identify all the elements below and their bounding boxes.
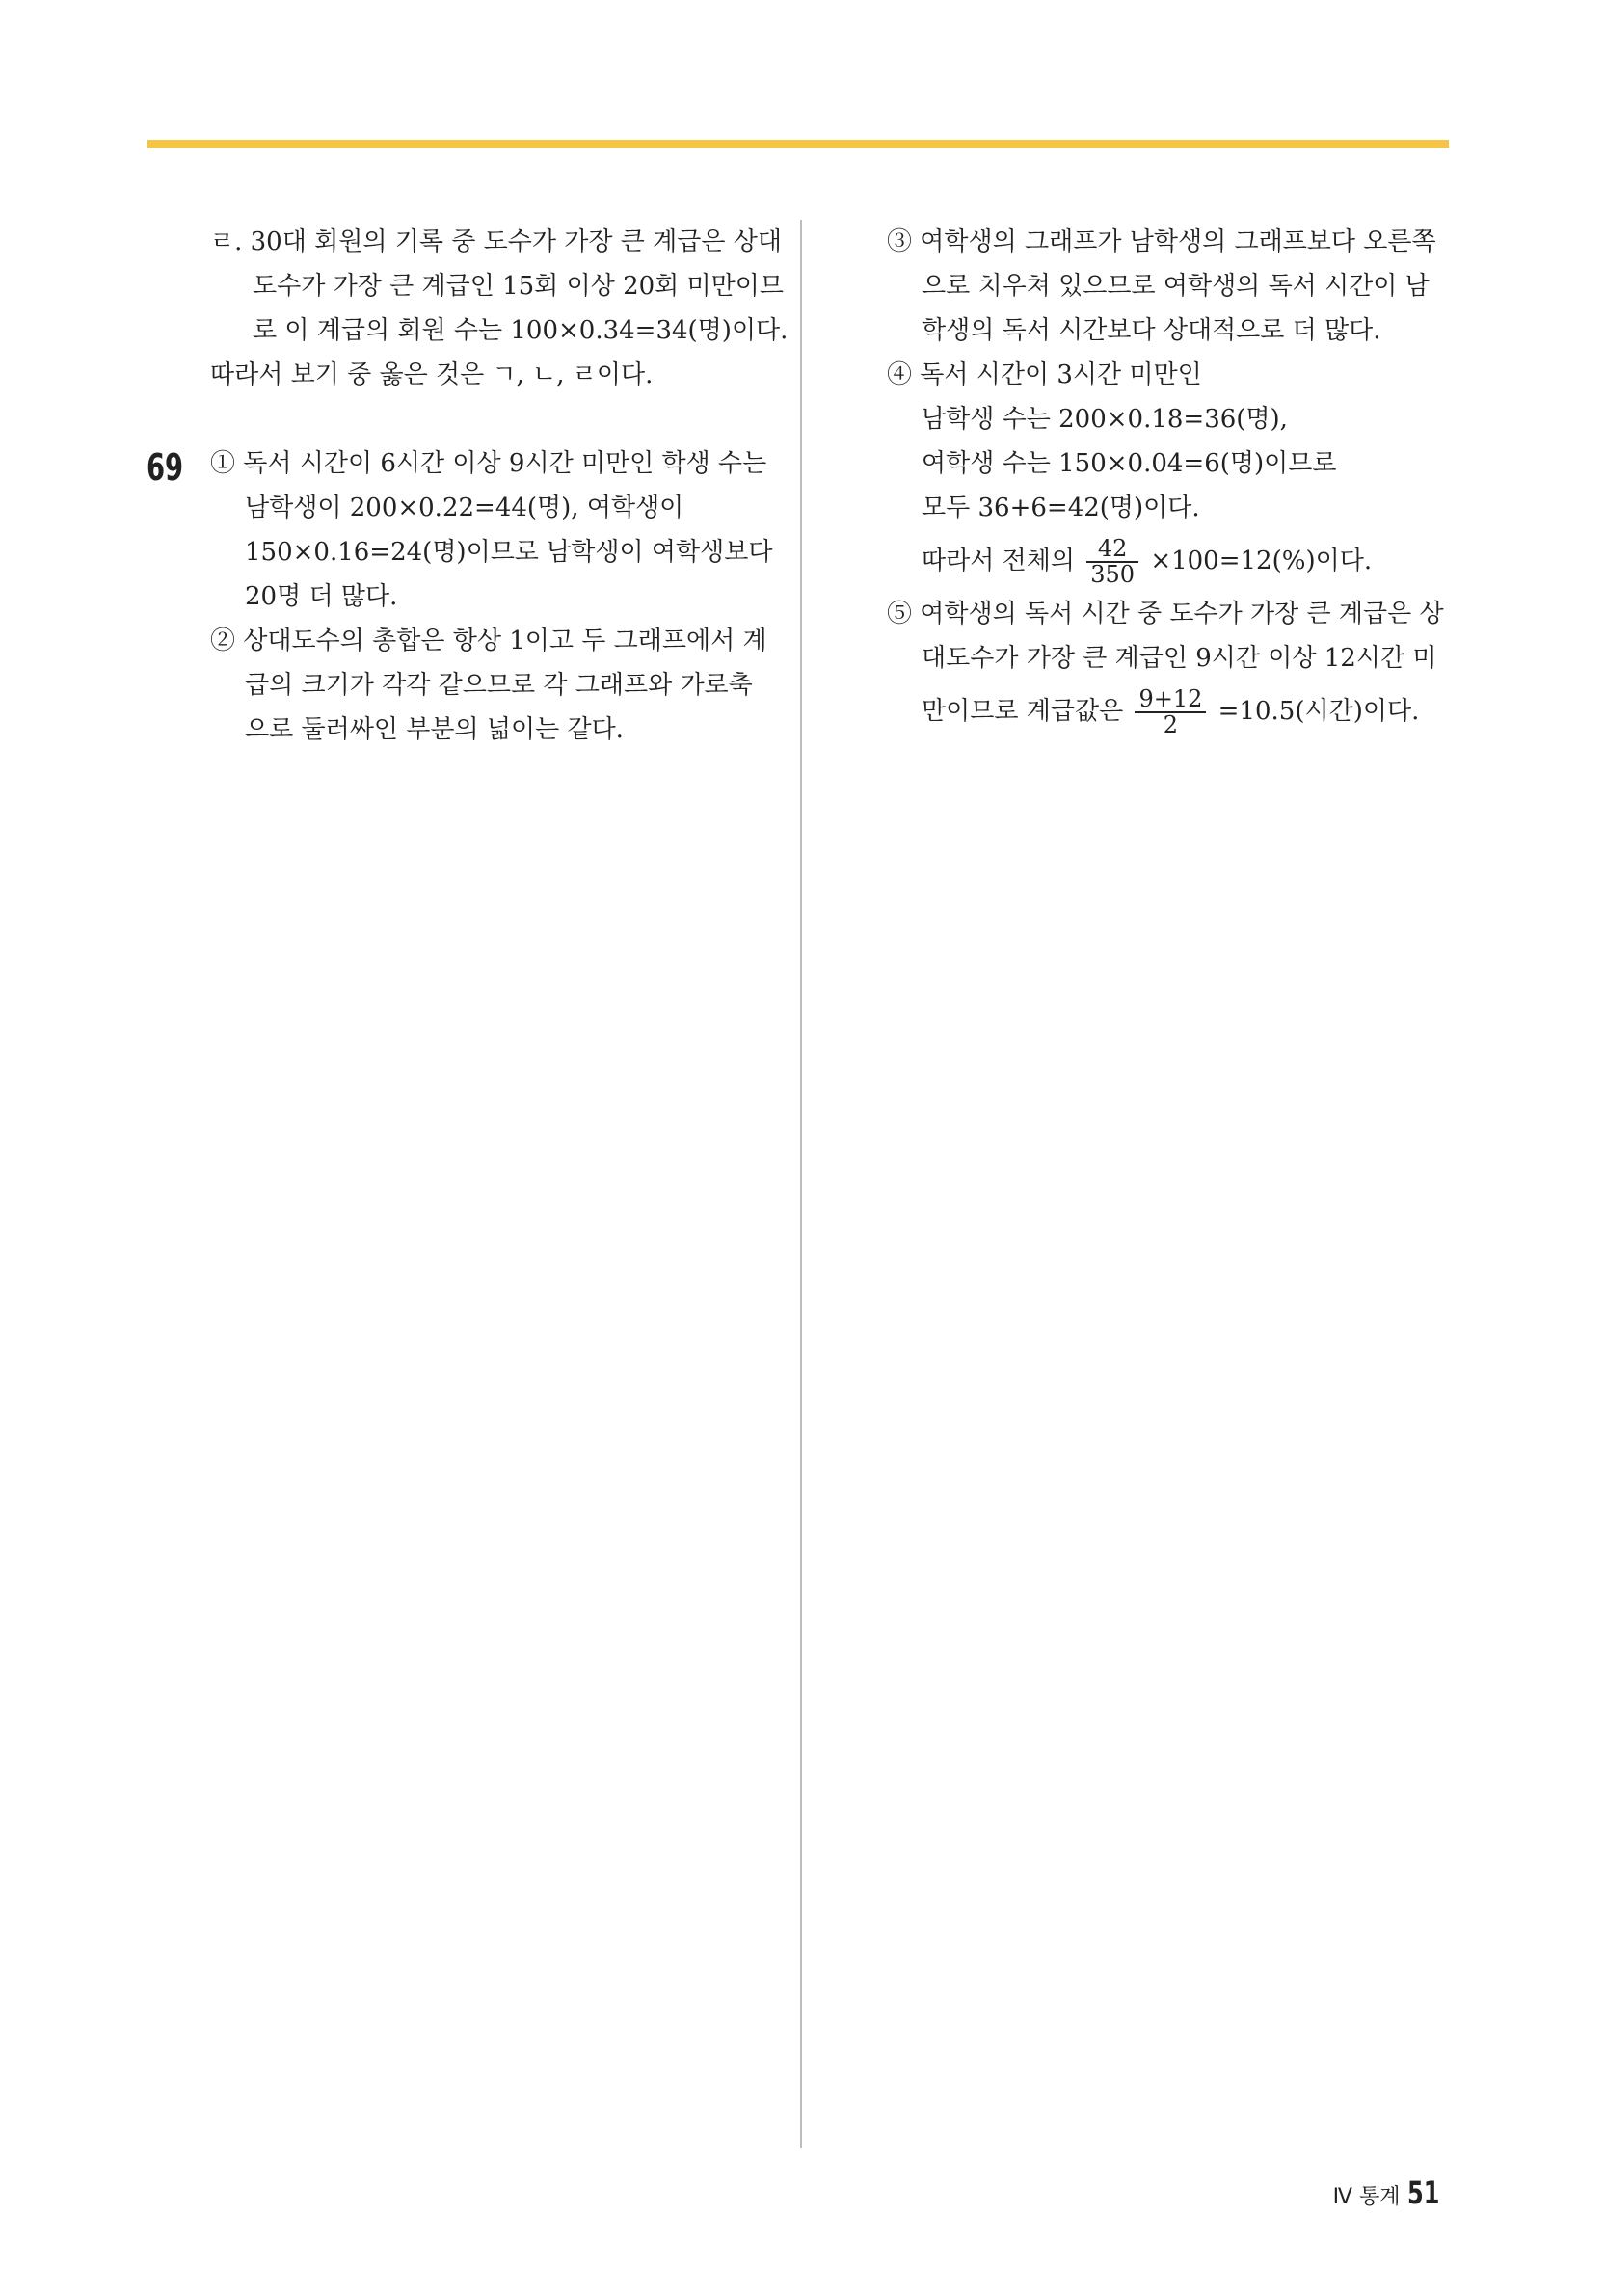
text-line: ③ 여학생의 그래프가 남학생의 그래프보다 오른쪽 xyxy=(887,227,1436,256)
fraction-line-suffix: =10.5(시간)이다. xyxy=(1217,697,1420,726)
fraction-numerator: 9+12 xyxy=(1135,687,1206,713)
fraction-denominator: 2 xyxy=(1163,711,1179,738)
left-column xyxy=(210,220,789,752)
text-line: 학생의 독서 시간보다 상대적으로 더 많다. xyxy=(922,316,1381,345)
text-line: 20명 더 많다. xyxy=(245,582,398,611)
text-line: 으로 둘러싸인 부분의 넓이는 같다. xyxy=(245,715,624,744)
text-line: 급의 크기가 각각 같으므로 각 그래프와 가로축 xyxy=(245,671,753,700)
text-line: 도수가 가장 큰 계급인 15회 이상 20회 미만이므 xyxy=(253,272,784,301)
text-line: 모두 36+6=42(명)이다. xyxy=(922,494,1200,522)
page-number: 51 xyxy=(1407,2175,1440,2211)
text-line: ① 독서 시간이 6시간 이상 9시간 미만인 학생 수는 xyxy=(210,449,767,478)
text-line: ④ 독서 시간이 3시간 미만인 xyxy=(887,360,1202,389)
fraction xyxy=(1086,534,1138,588)
text-line: ㄹ. 30대 회원의 기록 중 도수가 가장 큰 계급은 상대 xyxy=(210,227,782,256)
fraction xyxy=(1135,684,1206,738)
top-accent-rule xyxy=(147,140,1449,148)
fraction-denominator: 350 xyxy=(1090,561,1136,588)
text-line: 로 이 계급의 회원 수는 100×0.34=34(명)이다. xyxy=(253,316,789,345)
right-column xyxy=(887,220,1456,742)
section-label: Ⅳ 통계 xyxy=(1332,2185,1401,2209)
fraction-line xyxy=(887,530,1456,592)
text-line: 남학생 수는 200×0.18=36(명), xyxy=(922,405,1288,434)
problem-number: 69 xyxy=(147,446,184,489)
page-footer xyxy=(1333,2175,1451,2211)
text-line: 여학생 수는 150×0.04=6(명)이므로 xyxy=(922,449,1337,478)
text-line: 으로 치우쳐 있으므로 여학생의 독서 시간이 남 xyxy=(922,272,1430,301)
fraction-numerator: 42 xyxy=(1086,537,1138,563)
fraction-line-prefix: 따라서 전체의 xyxy=(922,547,1075,575)
column-divider xyxy=(800,220,802,2148)
text-line: ⑤ 여학생의 독서 시간 중 도수가 가장 큰 계급은 상 xyxy=(887,600,1444,628)
text-line: ② 상대도수의 총합은 항상 1이고 두 그래프에서 계 xyxy=(210,627,767,655)
fraction-line-suffix: ×100=12(%)이다. xyxy=(1150,547,1373,575)
text-line: 대도수가 가장 큰 계급인 9시간 이상 12시간 미 xyxy=(922,644,1437,673)
fraction-line-prefix: 만이므로 계급값은 xyxy=(922,697,1124,726)
text-line: 남학생이 200×0.22=44(명), 여학생이 xyxy=(245,494,684,522)
text-line: 150×0.16=24(명)이므로 남학생이 여학생보다 xyxy=(245,538,773,567)
text-line: 따라서 보기 중 옳은 것은 ㄱ, ㄴ, ㄹ이다. xyxy=(210,360,654,389)
fraction-line xyxy=(887,681,1456,742)
